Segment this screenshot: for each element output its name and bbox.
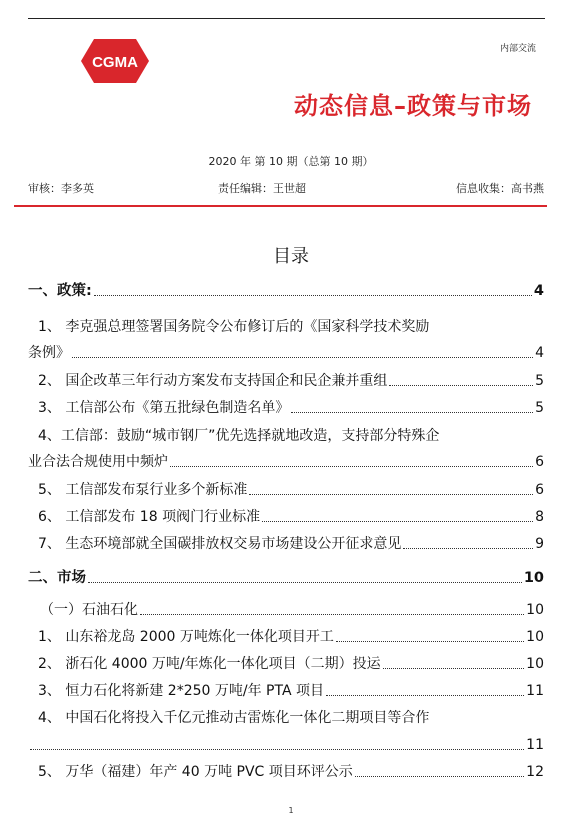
issue-number: 2020 年 第 10 期（总第 10 期） — [208, 155, 374, 168]
toc-entry[interactable]: 3、 恒力石化将新建 2*250 万吨/年 PTA 项目 11 — [38, 683, 544, 699]
editor: 责任编辑：王世超 — [218, 182, 306, 195]
toc-subsection-petrochemical[interactable]: （一）石油石化 10 — [40, 602, 544, 618]
toc-entry[interactable]: 1、 山东裕龙岛 2000 万吨炼化一体化项目开工 10 — [38, 629, 544, 645]
top-rule — [28, 18, 545, 19]
svg-text:CGMA: CGMA — [92, 54, 138, 71]
toc-title: 目录 — [273, 246, 309, 267]
toc-entry[interactable]: 2、 国企改革三年行动方案发布支持国企和民企兼并重组 5 — [38, 373, 544, 389]
toc-entry[interactable]: 条例》 4 — [28, 345, 544, 361]
collector: 信息收集：高书燕 — [456, 182, 544, 195]
page-number: 1 — [288, 806, 294, 815]
document-title: 动态信息–政策与市场 — [294, 92, 532, 120]
toc-entry[interactable]: 2、 浙石化 4000 万吨/年炼化一体化项目（二期）投运 10 — [38, 656, 544, 672]
toc-entry-line[interactable]: 4、工信部：鼓励“城市钢厂”优先选择就地改造，支持部分特殊企 — [38, 428, 440, 444]
toc-entry-line[interactable]: 4、 中国石化将投入千亿元推动古雷炼化一体化二期项目等合作 — [38, 710, 430, 726]
toc-entry[interactable]: 7、 生态环境部就全国碳排放权交易市场建设公开征求意见 9 — [38, 536, 544, 552]
toc-entry[interactable]: 3、 工信部公布《第五批绿色制造名单》 5 — [38, 400, 544, 416]
toc-entry-line[interactable]: 1、 李克强总理签署国务院令公布修订后的《国家科学技术奖励 — [38, 319, 430, 335]
internal-label: 内部交流 — [499, 44, 536, 54]
toc-entry[interactable]: 6、 工信部发布 18 项阀门行业标准 8 — [38, 509, 544, 525]
toc-entry[interactable]: 11 — [28, 736, 544, 754]
header-divider — [14, 205, 547, 207]
toc-section-market[interactable]: 二、市场 10 — [28, 570, 544, 586]
cgma-logo — [80, 38, 150, 84]
toc-entry[interactable]: 业合法合规使用中频炉 6 — [28, 454, 544, 470]
toc-entry[interactable]: 5、 万华（福建）年产 40 万吨 PVC 项目环评公示 12 — [38, 764, 544, 780]
reviewer: 审核：李多英 — [28, 182, 94, 195]
toc-section-policy[interactable]: 一、政策: 4 — [28, 283, 544, 299]
toc-entry[interactable]: 5、 工信部发布泵行业多个新标准 6 — [38, 482, 544, 498]
